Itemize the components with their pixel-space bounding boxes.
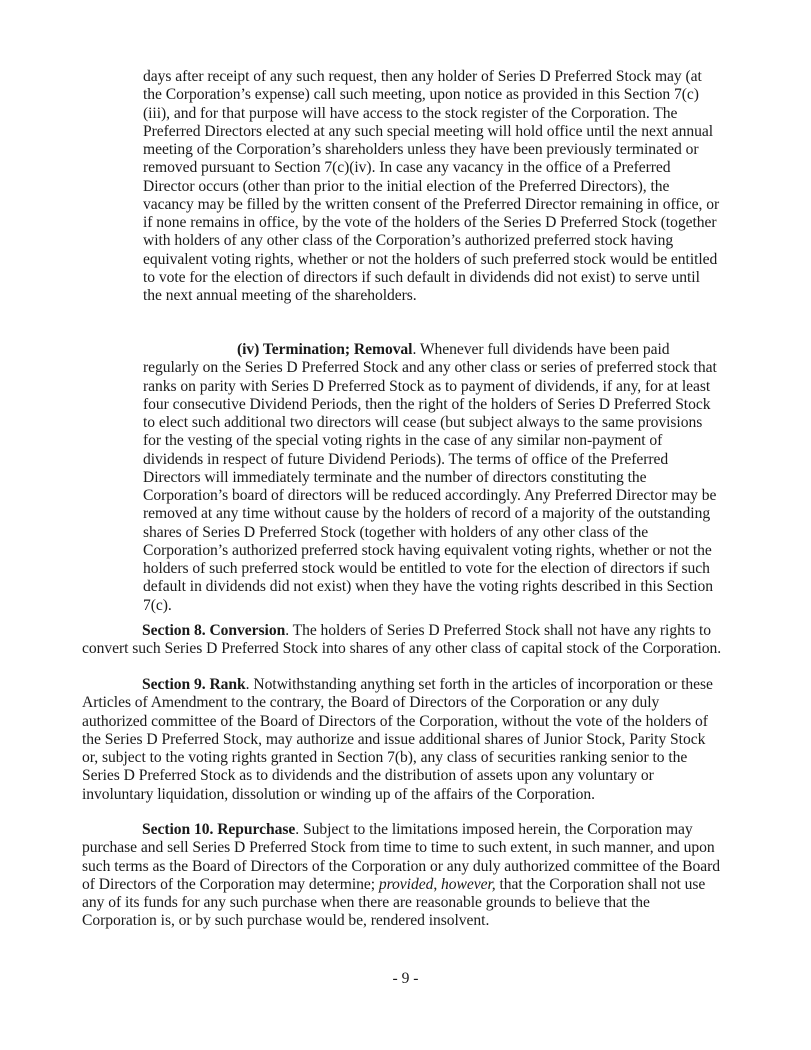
italic-term: provided <box>378 875 434 893</box>
paragraph-text: . Subject to the limitations imposed herein, the Corporation may purchase and sell Series D Preferred Stock from time to time to such extent, in such manner, and upon such terms as the Board of Directors of the Corporation or any duly authorized committee of the Board of Directors of the Corporation may determine; <box>82 821 721 893</box>
section-heading: Section 8. Conversion <box>142 622 286 639</box>
paragraph-text: that the Corporation shall not use any of its funds for any such purchase when there are reasonable grounds to believe that the Corporation is, or by such purchase would be, rendered insolvent. <box>82 875 706 930</box>
paragraph-section-10 <box>82 821 722 931</box>
paragraph-text: , <box>433 875 442 893</box>
paragraph-text: . The holders of Series D Preferred Stock shall not have any rights to convert such Series D Preferred Stock into shares of any other class of capital stock of the Corporation. <box>82 622 722 658</box>
section-heading: Section 9. Rank <box>142 676 246 693</box>
section-heading: Section 10. Repurchase <box>142 821 296 838</box>
paragraph-section-9 <box>82 676 722 804</box>
paragraph-section-7c-iv <box>143 341 721 615</box>
paragraph-text: . Whenever full dividends have been paid regularly on the Series D Preferred Stock and any other class or series of preferred stock that ranks on parity with Series D Preferred Stock as to payment of dividends, if any, for at least four consecutive Dividend Periods, then the right of the holders of Series D Preferred Stock to elect such additional two directors will cease (but subject always to the same provisions for the vesting of the special voting rights in the case of any similar non-payment of dividends in respect of future Dividend Periods). The terms of office of the Preferred Directors will immediately terminate and the number of directors constituting the Corporation’s board of directors will be reduced accordingly. Any Preferred Director may be removed at any time without cause by the holders of record of a majority of the outstanding shares of Series D Preferred Stock (together with holders of any other class of the Corporation’s authorized preferred stock having equivalent voting rights, whether or not the holders of such preferred stock would be entitled to vote for the election of directors if such default in dividends did not exist) when they have the voting rights described in this Section 7(c). <box>143 341 717 614</box>
paragraph-text: . Notwithstanding anything set forth in the articles of incorporation or these Articles of Amendment to the contrary, the Board of Directors of the Corporation or any duly authorized committee of the Board of Directors of the Corporation, without the vote of the holders of the Series D Preferred Stock, may authorize and issue additional shares of Junior Stock, Parity Stock or, subject to the voting rights granted in Section 7(b), any class of securities ranking senior to the Series D Preferred Stock as to dividends and the distribution of assets upon any voluntary or involuntary liquidation, dissolution or winding up of the affairs of the Corporation. <box>82 676 713 803</box>
page-number: - 9 - <box>392 970 419 987</box>
section-heading: (iv) Termination; Removal <box>237 341 413 358</box>
paragraph-section-8 <box>82 622 722 659</box>
italic-term: however, <box>441 875 496 893</box>
paragraph-continuation-7c-iii <box>143 68 721 305</box>
paragraph-text: days after receipt of any such request, then any holder of Series D Preferred Stock may (at the Corporation’s expense) call such meeting, upon notice as provided in this Section 7(c)(iii), and for that purpose will have access to the stock register of the Corporation. The Preferred Directors elected at any such special meeting will hold office until the next annual meeting of the Corporation’s shareholders unless they have been previously terminated or removed pursuant to Section 7(c)(iv). In case any vacancy in the office of a Preferred Director occurs (other than prior to the initial election of the Preferred Directors), the vacancy may be filled by the written consent of the Preferred Director remaining in office, or if none remains in office, by the vote of the holders of the Series D Preferred Stock (together with holders of any other class of the Corporation’s authorized preferred stock having equivalent voting rights, whether or not the holders of such preferred stock would be entitled to vote for the election of directors if such default in dividends did not exist) to serve until the next annual meeting of the shareholders. <box>143 68 720 304</box>
